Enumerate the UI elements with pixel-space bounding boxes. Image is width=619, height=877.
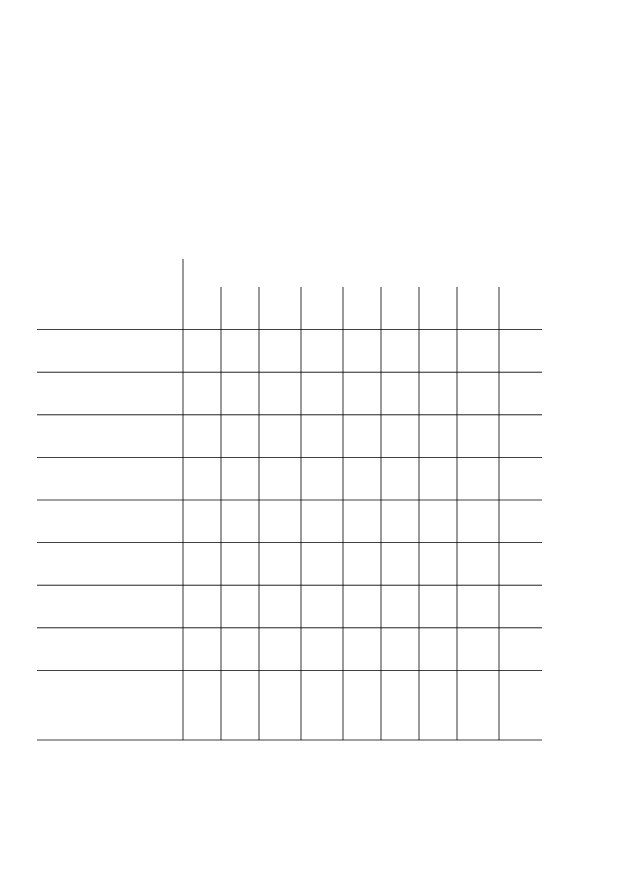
table-grid — [37, 107, 542, 799]
dimensions-table — [37, 107, 542, 799]
